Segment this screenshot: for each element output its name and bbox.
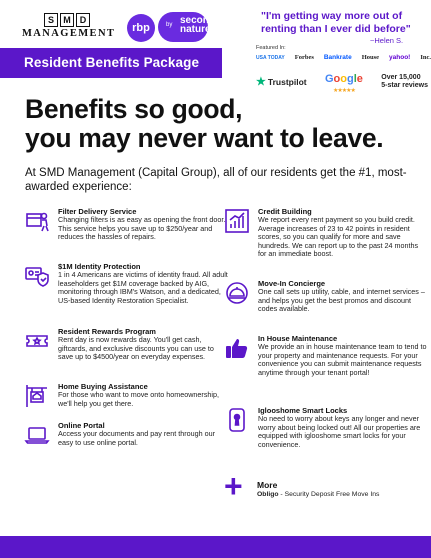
review-count-number: Over 15,000 xyxy=(381,73,421,81)
google-letter: g xyxy=(347,73,354,85)
rewards-ticket-icon xyxy=(24,328,50,354)
benefit-title: $1M Identity Protection xyxy=(58,262,141,271)
concierge-icon xyxy=(224,280,250,306)
footer-bar xyxy=(0,536,431,558)
logo-letter: D xyxy=(76,13,90,27)
press-logos xyxy=(256,54,431,61)
more-description xyxy=(257,491,379,498)
press-logo: House xyxy=(361,54,380,61)
trustpilot-logo xyxy=(256,75,307,88)
thumbs-up-icon xyxy=(224,335,250,361)
benefit-description: Access your documents and pay rent through our easy to use online portal. xyxy=(58,429,216,447)
benefit-description: No need to worry about keys any longer and never worry about being locked out! All our properties are equipped with iglooshome smart locks for your convenience. xyxy=(258,414,421,449)
star-rating-icon: ★★★★★ xyxy=(332,88,355,94)
logo-letter: M xyxy=(60,13,74,27)
benefit-title: Home Buying Assistance xyxy=(58,382,148,391)
smart-lock-icon xyxy=(224,407,250,433)
headline-line: Benefits so good, xyxy=(25,94,243,124)
home-sign-icon xyxy=(24,383,50,409)
testimonial-author: ~Helen S. xyxy=(370,36,404,45)
featured-in-label: Featured In: xyxy=(256,45,286,51)
benefit-description: Changing filters is as easy as opening the front door. This service helps you save up to $250/year and reduces the hassles of repairs. xyxy=(58,215,226,242)
benefit-description: For those who want to move onto homeownership, we'll help you get there. xyxy=(58,390,220,408)
filter-box-icon xyxy=(24,208,50,234)
benefit-title: Resident Rewards Program xyxy=(58,327,156,336)
second-nature-logo xyxy=(158,12,216,42)
benefit-title: Move-In Concierge xyxy=(258,279,326,288)
testimonial-quote: "I'm getting way more out of renting than I ever did before" xyxy=(261,10,411,35)
intro-text: At SMD Management (Capital Group), all of our residents get the #1, most-awarded experience: xyxy=(25,167,407,193)
plus-icon: + xyxy=(224,468,243,504)
page-headline xyxy=(25,95,383,153)
benefit-title: Iglooshome Smart Locks xyxy=(258,406,348,415)
obligo-text: - Security Deposit Free Move Ins xyxy=(278,491,380,498)
google-letter: e xyxy=(356,73,363,85)
trustpilot-label: Trustpilot xyxy=(267,76,307,87)
press-logo: USA TODAY xyxy=(256,54,285,61)
logo-word: MANAGEMENT xyxy=(22,28,116,39)
identity-shield-icon xyxy=(24,263,50,289)
credit-chart-icon xyxy=(224,208,250,234)
obligo-brand: Obligo xyxy=(257,491,279,498)
trustpilot-star-icon: ★ xyxy=(256,76,266,88)
press-logo: Forbes xyxy=(294,54,314,61)
benefit-title: Online Portal xyxy=(58,421,105,430)
rbp-logo: rbp xyxy=(127,14,155,42)
benefit-description: Rent day is now rewards day. You'll get cash, giftcards, and exclusive discounts you can use to save up to $4500/year on everyday expenses. xyxy=(58,335,214,362)
logo-letter: S xyxy=(44,13,58,27)
press-logo: Inc. xyxy=(420,54,431,61)
review-count-label: 5-star reviews xyxy=(381,81,428,89)
benefit-title: Credit Building xyxy=(258,207,312,216)
benefit-description: We report every rent payment so you build credit. Average increases of 23 to 42 points in resident scores, so you can qualify for more and save hundreds. We can report up to the past 24 months for an immediate boost. xyxy=(258,215,419,259)
package-title: Resident Benefits Package xyxy=(24,55,200,70)
google-letter: l xyxy=(353,73,357,85)
benefit-title: In House Maintenance xyxy=(258,334,338,343)
more-title: More xyxy=(257,480,278,490)
smd-management-logo xyxy=(22,13,116,43)
google-logo xyxy=(325,69,363,94)
package-title-band xyxy=(0,48,222,78)
press-logo: yahoo! xyxy=(389,54,411,61)
laptop-icon xyxy=(24,422,50,448)
partner-by: by xyxy=(166,22,173,28)
benefit-title: Filter Delivery Service xyxy=(58,207,137,216)
google-letter: G xyxy=(324,73,334,85)
benefit-description: 1 in 4 Americans are victims of identity fraud. All adult leaseholders get $1M coverage backed by AIG, monitoring through IBM's Watson, and a dedicated, US-based Identity Restoration Specialist. xyxy=(58,270,228,305)
google-letter: o xyxy=(340,73,347,85)
press-logo: Bankrate xyxy=(323,54,352,61)
benefit-description: One call sets up utility, cable, and internet services – and helps you get the best promos and discount codes available. xyxy=(258,287,425,314)
reviews-row xyxy=(256,69,428,94)
review-count xyxy=(381,74,428,90)
benefit-description: We provide an in house maintenance team to tend to your property and maintenance requests. For your convenience you can submit maintenance requests anytime through your tenant portal! xyxy=(258,342,427,377)
headline-line: you may never want to leave. xyxy=(25,123,384,153)
partner-name: second nature xyxy=(180,15,216,35)
google-letter: o xyxy=(333,73,341,85)
